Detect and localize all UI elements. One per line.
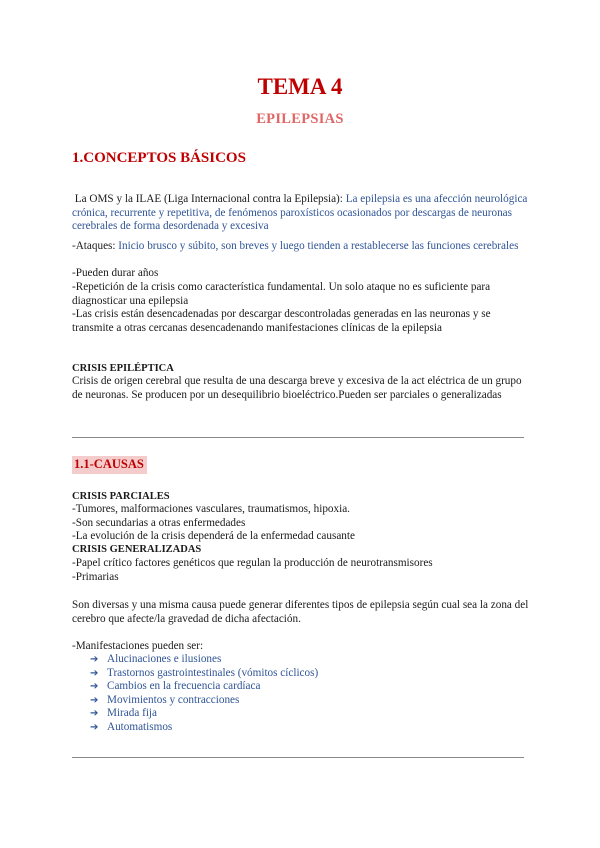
attacks-paragraph [72, 240, 532, 254]
divider-1 [72, 437, 524, 438]
arrow-right-icon: ➔ [90, 694, 99, 706]
crisis-epileptica-text: Crisis de origen cerebral que resulta de una descarga breve y excesiva de la act eléctrica de un grupo de neuronas. Se producen por un desequilibrio bioeléctrico.Pueden ser parciales o generalizadas [72, 375, 522, 401]
attacks-prefix: -Ataques: [72, 240, 116, 252]
section-heading-causas: 1.1-CAUSAS [72, 456, 147, 474]
arrow-right-icon: ➔ [90, 708, 99, 720]
manifestations-label: -Manifestaciones pueden ser: [72, 640, 204, 652]
partial-item: -Son secundarias a otras enfermedades [72, 517, 246, 529]
page-subtitle: EPILEPSIAS [256, 111, 344, 127]
list-item: ➔ Automatismos [90, 720, 173, 733]
partial-crisis-label: CRISIS PARCIALES [72, 491, 170, 502]
crisis-epileptica-label: CRISIS EPILÉPTICA [72, 363, 174, 374]
line-years: -Pueden durar años [72, 267, 159, 279]
list-item: ➔ Movimientos y contracciones [90, 693, 240, 706]
arrow-right-icon: ➔ [90, 681, 99, 693]
list-item: ➔ Trastornos gastrointestinales (vómitos cíclicos) [90, 666, 319, 679]
intro-definition: La epilepsia es una afección neurológica crónica, recurrente y repetitiva, de fenómenos paroxísticos ocasionados por descargas de neuronas cerebrales de forma desordenada y excesiva [72, 193, 528, 232]
arrow-right-icon: ➔ [90, 721, 99, 733]
intro-paragraph [72, 193, 532, 234]
attacks-text: Inicio brusco y súbito, son breves y luego tienden a restablecerse las funciones cerebrales [118, 240, 519, 252]
general-crisis-label: CRISIS GENERALIZADAS [72, 544, 202, 555]
manifestations-list [90, 653, 318, 735]
list-item: ➔ Mirada fija [90, 707, 158, 720]
line-triggered: -Las crisis están desencadenadas por descargar descontroladas generadas en las neuronas y se transmite a otras cercanas desencadenando manifestaciones clínicas de la epilepsia [72, 308, 491, 334]
general-item: -Papel crítico factores genéticos que regulan la producción de neurotransmisores [72, 557, 433, 569]
section-heading-conceptos: 1.CONCEPTOS BÁSICOS [72, 150, 246, 166]
partial-item: -Tumores, malformaciones vasculares, traumatismos, hipoxia. [72, 503, 350, 515]
arrow-right-icon: ➔ [90, 667, 99, 679]
intro-prefix: La OMS y la ILAE (Liga Internacional contra la Epilepsia): [74, 193, 343, 205]
diversity-paragraph: Son diversas y una misma causa puede generar diferentes tipos de epilepsia según cual sea la zona del cerebro que afecte/la gravedad de dicha afectación. [72, 599, 529, 625]
general-item: -Primarias [72, 571, 119, 583]
arrow-right-icon: ➔ [90, 654, 99, 665]
line-repetition: -Repetición de la crisis como característica fundamental. Un solo ataque no es suficiente para diagnosticar una epilepsia [72, 281, 491, 307]
list-item: ➔ Alucinaciones e ilusiones [90, 653, 222, 665]
list-item: ➔ Cambios en la frecuencia cardíaca [90, 680, 261, 693]
page-title: TEMA 4 [257, 74, 343, 99]
divider-2 [72, 757, 524, 758]
partial-item: -La evolución de la crisis dependerá de la enfermedad causante [72, 530, 355, 542]
